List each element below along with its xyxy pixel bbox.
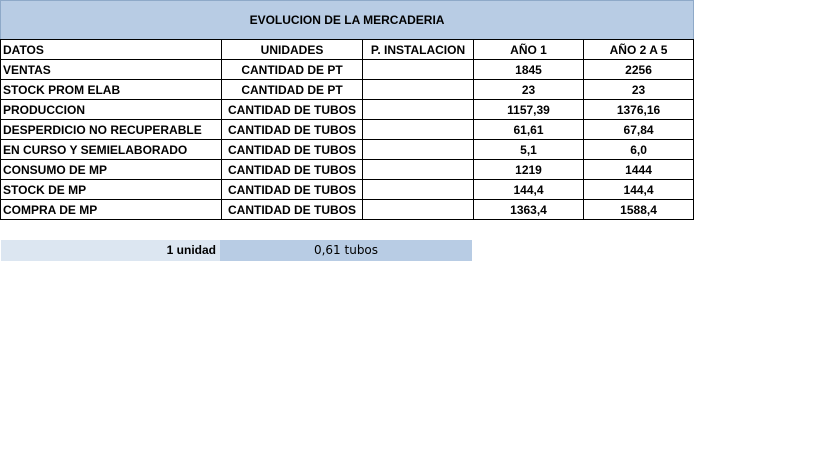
instalacion-cell[interactable] — [363, 100, 474, 120]
unidad-cell[interactable]: CANTIDAD DE PT — [222, 60, 363, 80]
table-row — [1, 80, 694, 100]
ano-1-cell[interactable]: 5,1 — [474, 140, 584, 160]
header-ano-1[interactable]: AÑO 1 — [474, 40, 584, 60]
ano-2-a-5-cell[interactable]: 2256 — [584, 60, 694, 80]
header-datos[interactable]: DATOS — [1, 40, 222, 60]
instalacion-cell[interactable] — [363, 80, 474, 100]
header-ano-2-a-5[interactable]: AÑO 2 A 5 — [584, 40, 694, 60]
dato-cell[interactable]: VENTAS — [1, 60, 222, 80]
header-row — [1, 40, 694, 60]
header-unidades[interactable]: UNIDADES — [222, 40, 363, 60]
ano-1-cell[interactable]: 144,4 — [474, 180, 584, 200]
ano-2-a-5-cell[interactable]: 1588,4 — [584, 200, 694, 220]
title-row — [1, 1, 694, 40]
header-instalacion[interactable]: P. INSTALACION — [363, 40, 474, 60]
ano-1-cell[interactable]: 1845 — [474, 60, 584, 80]
unidad-cell[interactable]: CANTIDAD DE TUBOS — [222, 200, 363, 220]
ano-1-cell[interactable]: 1157,39 — [474, 100, 584, 120]
ano-1-cell[interactable]: 1363,4 — [474, 200, 584, 220]
instalacion-cell[interactable] — [363, 60, 474, 80]
dato-cell[interactable]: PRODUCCION — [1, 100, 222, 120]
dato-cell[interactable]: DESPERDICIO NO RECUPERABLE — [1, 120, 222, 140]
ano-1-cell[interactable]: 1219 — [474, 160, 584, 180]
ano-2-a-5-cell[interactable]: 144,4 — [584, 180, 694, 200]
table-row — [1, 120, 694, 140]
unidad-cell[interactable]: CANTIDAD DE TUBOS — [222, 140, 363, 160]
unidad-cell[interactable]: CANTIDAD DE TUBOS — [222, 100, 363, 120]
unidad-cell[interactable]: CANTIDAD DE TUBOS — [222, 160, 363, 180]
table-row — [1, 140, 694, 160]
table-row — [1, 200, 694, 220]
table-row — [1, 100, 694, 120]
ano-2-a-5-cell[interactable]: 23 — [584, 80, 694, 100]
unit-value-cell[interactable]: 0,61 tubos — [220, 240, 472, 261]
dato-cell[interactable]: COMPRA DE MP — [1, 200, 222, 220]
unidad-cell[interactable]: CANTIDAD DE TUBOS — [222, 180, 363, 200]
instalacion-cell[interactable] — [363, 120, 474, 140]
ano-2-a-5-cell[interactable]: 1444 — [584, 160, 694, 180]
dato-cell[interactable]: STOCK DE MP — [1, 180, 222, 200]
instalacion-cell[interactable] — [363, 160, 474, 180]
instalacion-cell[interactable] — [363, 200, 474, 220]
dato-cell[interactable]: EN CURSO Y SEMIELABORADO — [1, 140, 222, 160]
unidad-cell[interactable]: CANTIDAD DE TUBOS — [222, 120, 363, 140]
ano-1-cell[interactable]: 61,61 — [474, 120, 584, 140]
table-row — [1, 60, 694, 80]
unit-label-cell[interactable]: 1 unidad — [1, 240, 220, 261]
dato-cell[interactable]: STOCK PROM ELAB — [1, 80, 222, 100]
ano-1-cell[interactable]: 23 — [474, 80, 584, 100]
ano-2-a-5-cell[interactable]: 67,84 — [584, 120, 694, 140]
ano-2-a-5-cell[interactable]: 1376,16 — [584, 100, 694, 120]
table-row — [1, 160, 694, 180]
mercaderia-table — [0, 0, 694, 220]
unidad-cell[interactable]: CANTIDAD DE PT — [222, 80, 363, 100]
dato-cell[interactable]: CONSUMO DE MP — [1, 160, 222, 180]
instalacion-cell[interactable] — [363, 140, 474, 160]
unit-conversion-row — [1, 240, 472, 261]
ano-2-a-5-cell[interactable]: 6,0 — [584, 140, 694, 160]
table-title[interactable]: EVOLUCION DE LA MERCADERIA — [1, 1, 694, 40]
instalacion-cell[interactable] — [363, 180, 474, 200]
table-row — [1, 180, 694, 200]
